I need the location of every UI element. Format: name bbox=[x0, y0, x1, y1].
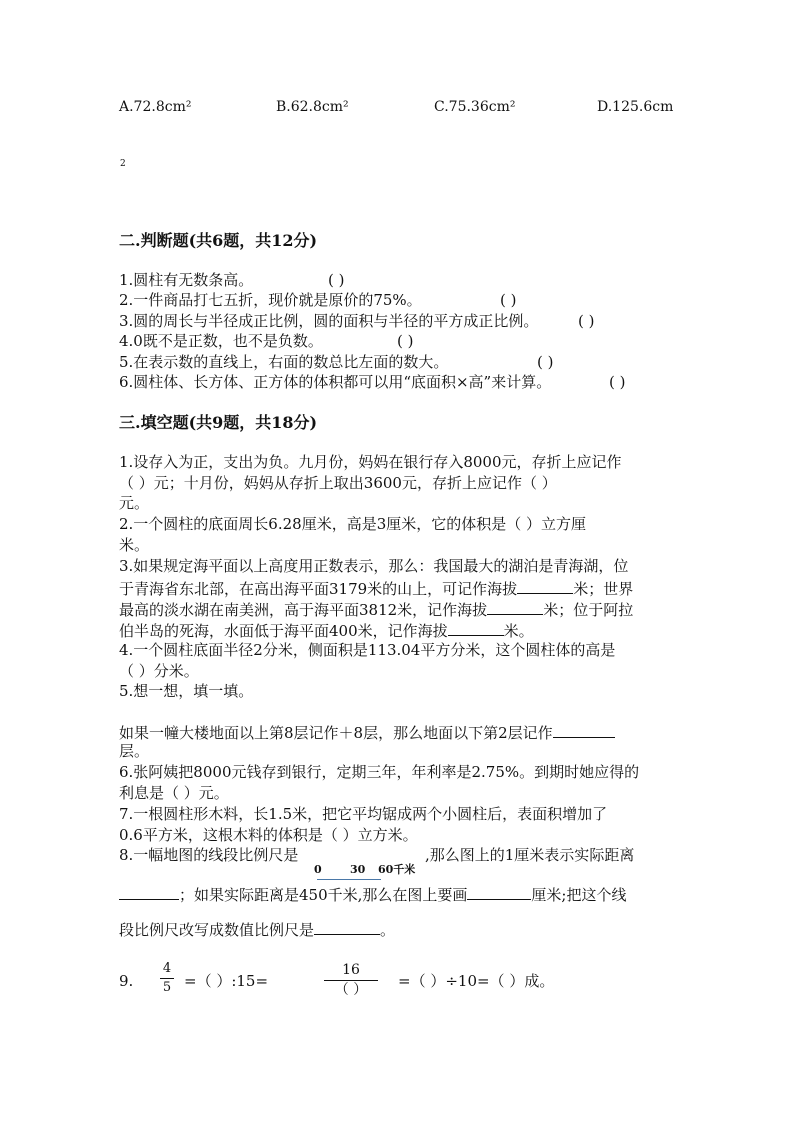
judge-item-6: 6.圆柱体、长方体、正方体的体积都可以用“底面积×高”来计算。 bbox=[119, 373, 552, 391]
fill-q3-blank-1[interactable] bbox=[517, 577, 573, 594]
fill-q3-line1: 3.如果规定海平面以上高度用正数表示，那么：我国最大的湖泊是青海湖，位 bbox=[119, 557, 629, 575]
section2-heading: 二.判断题(共6题，共12分) bbox=[119, 231, 318, 250]
judge-paren-2: ( ) bbox=[500, 291, 517, 309]
fill-q8-l3b: 。 bbox=[380, 921, 396, 939]
option-d-wrap: 2 bbox=[120, 159, 126, 169]
fill-q3-l4b: 米。 bbox=[503, 622, 534, 640]
fill-q9-number: 9. bbox=[119, 972, 134, 990]
fill-q5-line3: 层。 bbox=[119, 742, 150, 760]
fill-q2-line1: 2.一个圆柱的底面周长6.28厘米，高是3厘米，它的体积是（ ）立方厘 bbox=[119, 515, 587, 533]
fill-q1-line1: 1.设存入为正，支出为负。九月份，妈妈在银行存入8000元，存折上应记作 bbox=[119, 453, 622, 471]
judge-item-2: 2.一件商品打七五折，现价就是原价的75%。 bbox=[119, 291, 422, 309]
fill-q8-blank-2[interactable] bbox=[467, 883, 531, 900]
judge-paren-4: ( ) bbox=[397, 332, 414, 350]
fill-q1-line2: （ ）元；十月份，妈妈从存折上取出3600元，存折上应记作（ ） bbox=[119, 474, 557, 492]
fill-q3-l2a: 于青海省东北部，在高出海平面3179米的山上，可记作海拔 bbox=[119, 580, 518, 598]
fraction2-bar bbox=[324, 980, 378, 981]
scale-label-60: 60千米 bbox=[378, 863, 416, 876]
fill-q3-l4a: 伯半岛的死海，水面低于海平面400米，记作海拔 bbox=[119, 622, 448, 640]
fill-q3-line3 bbox=[119, 598, 633, 620]
fraction-bar bbox=[160, 978, 174, 979]
fill-q8-l1b: ,那么图上的1厘米表示实际距离 bbox=[425, 846, 635, 864]
fraction-numerator: 4 bbox=[162, 961, 172, 976]
fill-q9-part2: =（ ）÷10=（ ）成。 bbox=[398, 972, 555, 990]
scale-bar bbox=[314, 858, 424, 882]
option-a: A.72.8cm² bbox=[119, 99, 192, 115]
fill-q6-line1: 6.张阿姨把8000元钱存到银行，定期三年，年利率是2.75%。到期时她应得的 bbox=[119, 763, 640, 781]
scale-label-0: 0 bbox=[314, 863, 322, 876]
fill-q5-l2a: 如果一幢大楼地面以上第8层记作＋8层，那么地面以下第2层记作 bbox=[119, 724, 553, 742]
fill-q3-l3b: 米；位于阿拉 bbox=[543, 601, 634, 619]
option-d: D.125.6cm bbox=[597, 99, 674, 115]
fill-q8-blank-1[interactable] bbox=[119, 883, 179, 900]
fill-q8-l1a: 8.一幅地图的线段比例尺是 bbox=[119, 846, 299, 864]
fill-q9-part1: =（ ）:15= bbox=[184, 972, 269, 990]
scale-label-30: 30 bbox=[350, 863, 366, 876]
fill-q3-line2 bbox=[119, 577, 633, 599]
fill-q2-line2: 米。 bbox=[119, 536, 150, 554]
fill-q3-blank-2[interactable] bbox=[487, 598, 543, 615]
fraction2-numerator: 16 bbox=[342, 962, 360, 978]
fill-q8-l3a: 段比例尺改写成数值比例尺是 bbox=[119, 921, 315, 939]
fill-q7-line2: 0.6平方米，这根木料的体积是（ ）立方米。 bbox=[119, 826, 418, 844]
judge-item-1: 1.圆柱有无数条高。 bbox=[119, 271, 254, 289]
fraction2-denominator: （ ） bbox=[334, 982, 368, 998]
judge-item-5: 5.在表示数的直线上，右面的数总比左面的数大。 bbox=[119, 353, 449, 371]
fill-q3-line4 bbox=[119, 619, 534, 641]
fill-q8-l2c: 厘米;把这个线 bbox=[531, 886, 627, 904]
scale-line bbox=[317, 879, 381, 880]
fill-q7-line1: 7.一根圆柱形木料，长1.5米，把它平均锯成两个小圆柱后，表面积增加了 bbox=[119, 805, 608, 823]
judge-paren-1: ( ) bbox=[328, 271, 345, 289]
section3-heading: 三.填空题(共9题，共18分) bbox=[119, 413, 318, 432]
judge-paren-6: ( ) bbox=[609, 373, 626, 391]
fill-q8-line3 bbox=[119, 918, 395, 940]
judge-paren-3: ( ) bbox=[578, 312, 595, 330]
fill-q5-blank[interactable] bbox=[553, 721, 615, 738]
fill-q1-line3: 元。 bbox=[119, 494, 150, 512]
option-b: B.62.8cm² bbox=[276, 99, 349, 115]
judge-item-3: 3.圆的周长与半径成正比例，圆的面积与半径的平方成正比例。 bbox=[119, 312, 539, 330]
fraction-denominator: 5 bbox=[162, 980, 172, 995]
fill-q8-blank-3[interactable] bbox=[314, 918, 380, 935]
fill-q4-line2: （ ）分米。 bbox=[119, 662, 199, 680]
fill-q5-line2 bbox=[119, 721, 615, 743]
option-c: C.75.36cm² bbox=[434, 99, 516, 115]
fill-q6-line2: 利息是（ ）元。 bbox=[119, 784, 229, 802]
fill-q4-line1: 4.一个圆柱底面半径2分米，侧面积是113.04平方分米，这个圆柱体的高是 bbox=[119, 641, 616, 659]
fill-q3-l2b: 米；世界 bbox=[573, 580, 634, 598]
judge-paren-5: ( ) bbox=[537, 353, 554, 371]
fill-q8-line2 bbox=[119, 883, 626, 905]
fill-q5-line1: 5.想一想，填一填。 bbox=[119, 682, 254, 700]
fill-q3-blank-3[interactable] bbox=[448, 619, 504, 636]
fill-q8-l2b: ；如果实际距离是450千米,那么在图上要画 bbox=[179, 886, 468, 904]
fill-q3-l3a: 最高的淡水湖在南美洲，高于海平面3812米，记作海拔 bbox=[119, 601, 488, 619]
judge-item-4: 4.0既不是正数，也不是负数。 bbox=[119, 332, 323, 350]
